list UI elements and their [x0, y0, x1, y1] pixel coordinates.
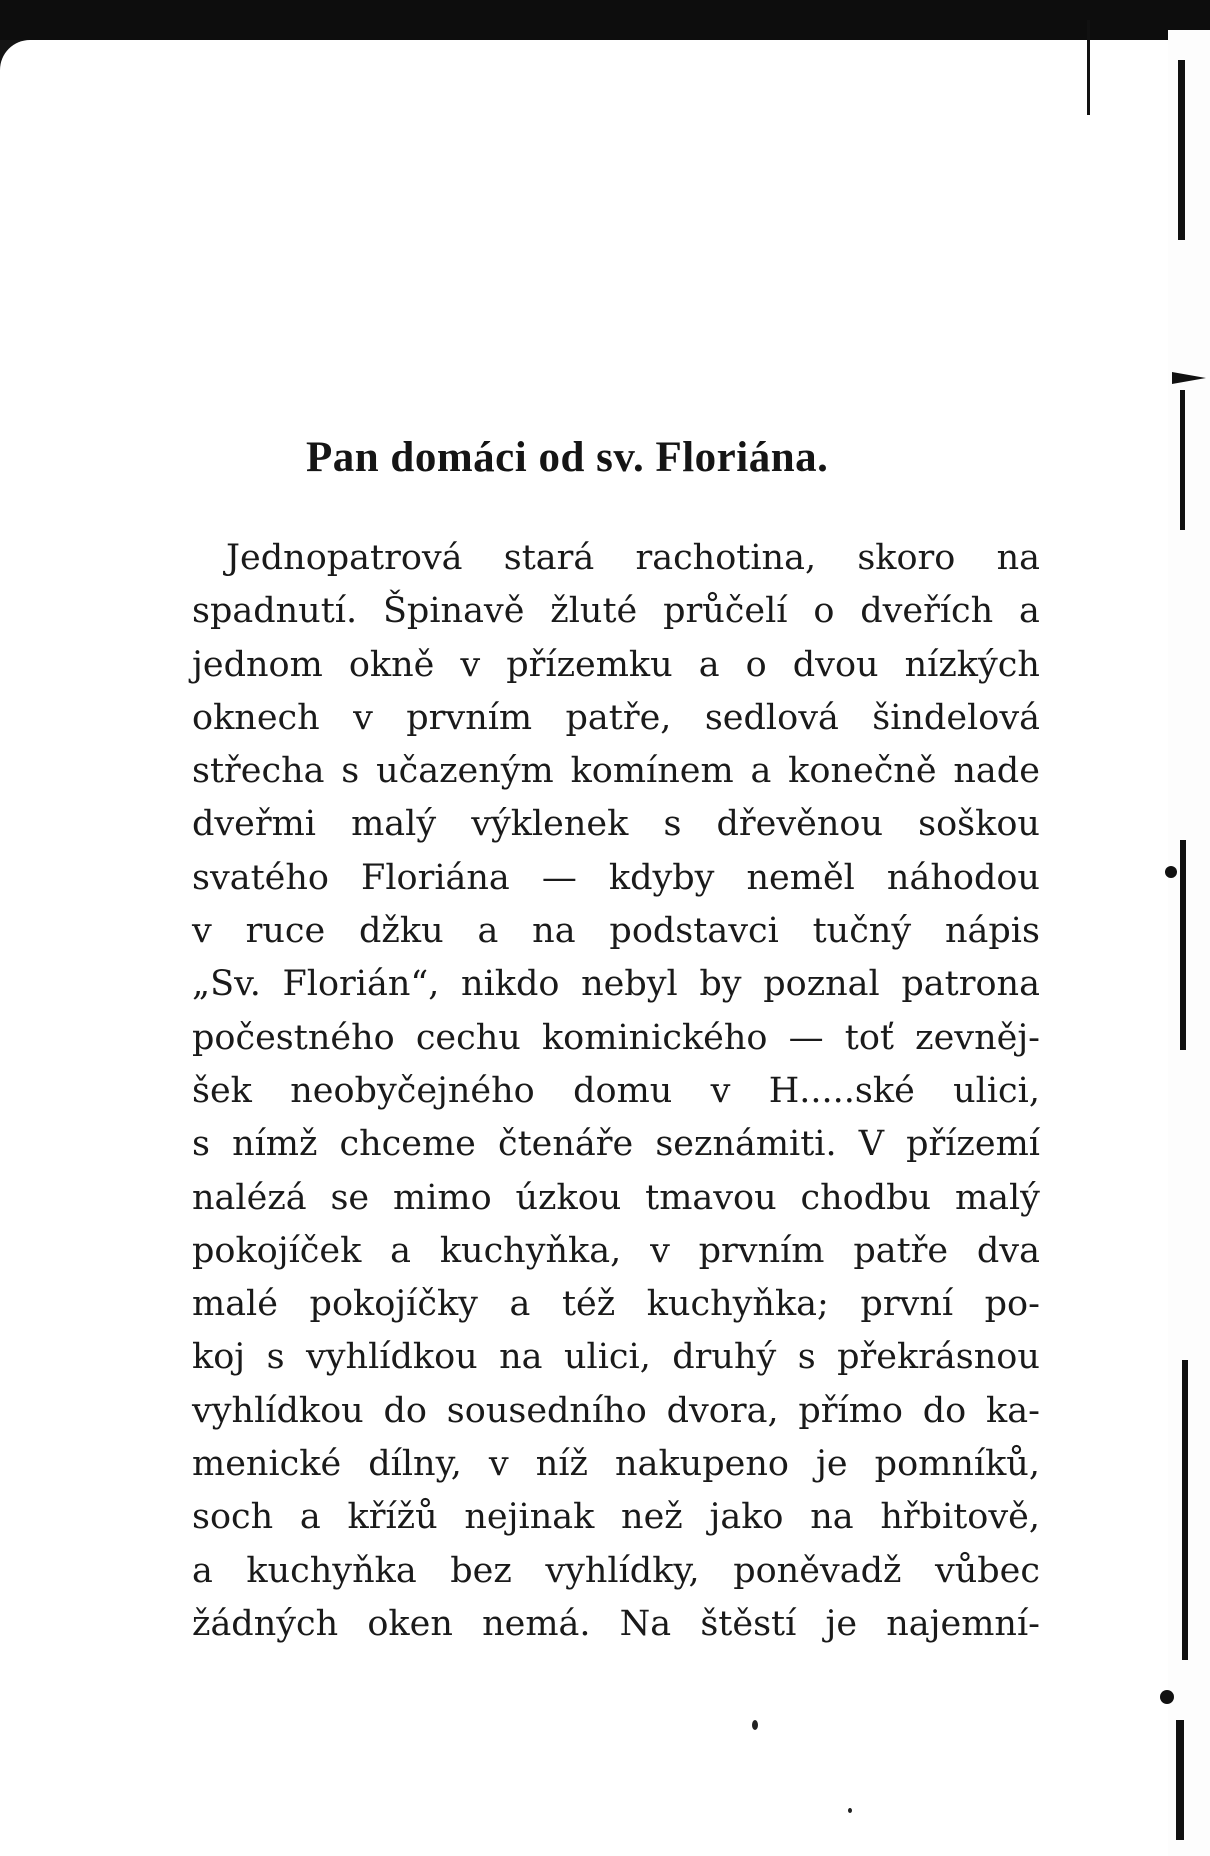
- scan-shadow: [0, 0, 1210, 40]
- word: tmavou: [645, 1177, 777, 1218]
- word: malé: [192, 1284, 278, 1325]
- word: v: [710, 1070, 731, 1111]
- word: do: [922, 1390, 967, 1431]
- word: vyhlídkou: [192, 1390, 364, 1431]
- word: vyhlídkou: [305, 1337, 478, 1378]
- word: první: [860, 1284, 954, 1325]
- word: oken: [367, 1603, 453, 1644]
- word: neobyčejného: [290, 1070, 535, 1111]
- text-line: [192, 745, 1040, 798]
- word: nemá.: [482, 1603, 591, 1644]
- word: s: [341, 751, 360, 792]
- word: bez: [450, 1550, 512, 1591]
- word: komínem: [570, 751, 734, 792]
- word: Na: [619, 1603, 672, 1644]
- word: dva: [976, 1230, 1040, 1271]
- word: o: [813, 591, 835, 632]
- word: ka-: [986, 1390, 1040, 1431]
- word: kuchyňka: [246, 1550, 417, 1591]
- word: pokojíček: [192, 1230, 362, 1271]
- word: svatého: [192, 857, 329, 898]
- word: nápis: [944, 911, 1040, 952]
- word: nikdo: [461, 964, 560, 1005]
- word: rachotina,: [635, 538, 817, 578]
- word: cechu: [415, 1017, 521, 1058]
- word: spadnutí.: [192, 591, 358, 632]
- text-line: [192, 1598, 1040, 1651]
- word: dveřmi: [192, 804, 317, 845]
- text-line: [192, 532, 1040, 585]
- text-line: [192, 1278, 1040, 1331]
- word: prvním: [406, 697, 533, 738]
- edge-mark: [1160, 1690, 1174, 1704]
- word: a: [299, 1497, 321, 1538]
- word: dílny,: [368, 1444, 462, 1485]
- edge-mark: [1180, 390, 1185, 530]
- word: po-: [984, 1284, 1040, 1325]
- word: jako: [709, 1497, 784, 1538]
- word: ruce: [245, 911, 326, 952]
- word: štěstí: [700, 1603, 797, 1644]
- word: okně: [348, 644, 435, 685]
- word: džku: [359, 911, 444, 952]
- word: též: [561, 1284, 616, 1325]
- word: a: [509, 1284, 531, 1325]
- word: nade: [953, 751, 1040, 792]
- word: v: [353, 697, 373, 738]
- word: poněvadž: [733, 1550, 902, 1591]
- word: žluté: [550, 591, 638, 632]
- word: patře,: [565, 697, 672, 738]
- word: seznámiti.: [655, 1124, 837, 1165]
- word: s: [192, 1124, 210, 1165]
- word: konečně: [788, 751, 937, 792]
- edge-mark: [1087, 20, 1090, 115]
- word: druhý: [672, 1337, 777, 1378]
- word: střecha: [192, 751, 325, 792]
- word: v: [488, 1444, 509, 1485]
- word: tučný: [812, 911, 912, 952]
- word: nakupeno: [615, 1444, 789, 1485]
- word: dvora,: [666, 1390, 779, 1431]
- word: úzkou: [515, 1177, 622, 1218]
- word: —: [788, 1017, 824, 1058]
- word: hřbitově,: [880, 1497, 1040, 1538]
- word: kuchyňka;: [646, 1284, 829, 1325]
- word: o: [745, 644, 767, 685]
- word: a: [698, 644, 720, 685]
- word: výklenek: [471, 804, 629, 845]
- text-line: [192, 1438, 1040, 1491]
- word: dřevěnou: [716, 804, 884, 845]
- word: v: [460, 644, 481, 685]
- word: poznal: [763, 964, 880, 1005]
- word: soch: [192, 1497, 274, 1538]
- text-line: [192, 1545, 1040, 1598]
- text-line: [192, 1118, 1040, 1171]
- word: přímo: [798, 1390, 903, 1431]
- page-edge: [1168, 30, 1210, 1856]
- word: kominického: [541, 1017, 768, 1058]
- word: nalézá: [192, 1177, 307, 1218]
- word: nebyl: [581, 964, 678, 1005]
- text-line: [192, 852, 1040, 905]
- word: šek: [192, 1070, 252, 1111]
- word: chceme: [339, 1124, 476, 1165]
- word: a: [192, 1550, 213, 1591]
- word: malý: [351, 804, 437, 845]
- word: by: [699, 964, 742, 1005]
- word: překrásnou: [837, 1337, 1040, 1378]
- word: a: [390, 1230, 412, 1271]
- word: dveřích: [860, 591, 994, 632]
- text-line: [192, 1385, 1040, 1438]
- text-line: [192, 1172, 1040, 1225]
- word: najemní-: [886, 1603, 1040, 1644]
- word: a: [477, 911, 499, 952]
- word: zevněj-: [915, 1017, 1040, 1058]
- word: na: [996, 538, 1040, 578]
- word: neměl: [746, 857, 855, 898]
- word: Floriána: [361, 857, 510, 898]
- speck: [848, 1808, 852, 1813]
- word: v: [650, 1230, 670, 1271]
- word: ulici,: [953, 1070, 1040, 1111]
- word: kuchyňka,: [439, 1230, 622, 1271]
- edge-mark: [1182, 1360, 1188, 1660]
- word: mimo: [393, 1177, 492, 1218]
- word: nímž: [232, 1124, 318, 1165]
- word: sedlová: [704, 697, 839, 738]
- word: křížů: [347, 1497, 438, 1538]
- word: malý: [954, 1177, 1040, 1218]
- word: na: [810, 1497, 854, 1538]
- word: menické: [192, 1444, 342, 1485]
- word: kdyby: [608, 857, 715, 898]
- word: V: [858, 1124, 884, 1165]
- word: stará: [503, 538, 595, 578]
- word: jednom: [192, 644, 323, 685]
- edge-mark: [1178, 60, 1185, 240]
- text-line: [192, 1065, 1040, 1118]
- word: koj: [192, 1337, 246, 1378]
- word: ulici,: [563, 1337, 651, 1378]
- word: chodbu: [800, 1177, 932, 1218]
- word: Florián“,: [282, 964, 440, 1005]
- word: průčelí: [663, 591, 788, 632]
- word: učazeným: [376, 751, 554, 792]
- word: patrona: [901, 964, 1040, 1005]
- word: prvním: [698, 1230, 825, 1271]
- word: Špinavě: [382, 591, 525, 632]
- word: je: [816, 1444, 848, 1485]
- word: nejinak: [464, 1497, 595, 1538]
- word: toť: [844, 1017, 894, 1058]
- word: vyhlídky,: [545, 1550, 700, 1591]
- word: „Sv.: [192, 964, 261, 1005]
- text-line: [192, 1012, 1040, 1065]
- text-line: [192, 639, 1040, 692]
- word: níž: [535, 1444, 588, 1485]
- body-text: [192, 532, 1040, 1651]
- text-line: [192, 1491, 1040, 1544]
- word: šindelová: [872, 697, 1040, 738]
- word: nízkých: [904, 644, 1040, 685]
- word: čtenáře: [498, 1124, 634, 1165]
- edge-mark: [1180, 840, 1186, 1050]
- text-line: [192, 905, 1040, 958]
- word: vůbec: [934, 1550, 1040, 1591]
- word: skoro: [857, 538, 956, 578]
- word: na: [532, 911, 576, 952]
- word: přízemí: [906, 1124, 1040, 1165]
- word: domu: [573, 1070, 673, 1111]
- word: oknech: [192, 697, 320, 738]
- word: na: [499, 1337, 543, 1378]
- word: Jednopatrová: [226, 538, 463, 578]
- word: a: [1019, 591, 1040, 632]
- text-line: [192, 585, 1040, 638]
- word: s: [266, 1337, 285, 1378]
- page-title: Pan domáci od sv. Floriána.: [306, 434, 829, 481]
- word: je: [825, 1603, 858, 1644]
- word: než: [621, 1497, 683, 1538]
- word: přízemku: [506, 644, 673, 685]
- text-line: [192, 692, 1040, 745]
- speck: [752, 1720, 758, 1730]
- word: s: [797, 1337, 816, 1378]
- word: s: [663, 804, 682, 845]
- word: soškou: [918, 804, 1040, 845]
- word: H.....ské: [768, 1070, 915, 1111]
- word: pomníků,: [874, 1444, 1040, 1485]
- word: —: [541, 857, 577, 898]
- word: pokojíčky: [309, 1284, 478, 1325]
- word: do: [383, 1390, 427, 1431]
- word: v: [192, 911, 212, 952]
- edge-mark: [1176, 1720, 1184, 1840]
- word: patře: [853, 1230, 949, 1271]
- word: náhodou: [886, 857, 1040, 898]
- word: a: [750, 751, 772, 792]
- word: žádných: [192, 1603, 339, 1644]
- text-line: [192, 798, 1040, 851]
- text-line: [192, 1331, 1040, 1384]
- word: počestného: [192, 1017, 395, 1058]
- word: dvou: [792, 644, 879, 685]
- text-line: [192, 1225, 1040, 1278]
- word: sousedního: [446, 1390, 647, 1431]
- edge-mark: [1165, 866, 1177, 878]
- word: se: [330, 1177, 370, 1218]
- word: podstavci: [609, 911, 779, 952]
- text-line: [192, 958, 1040, 1011]
